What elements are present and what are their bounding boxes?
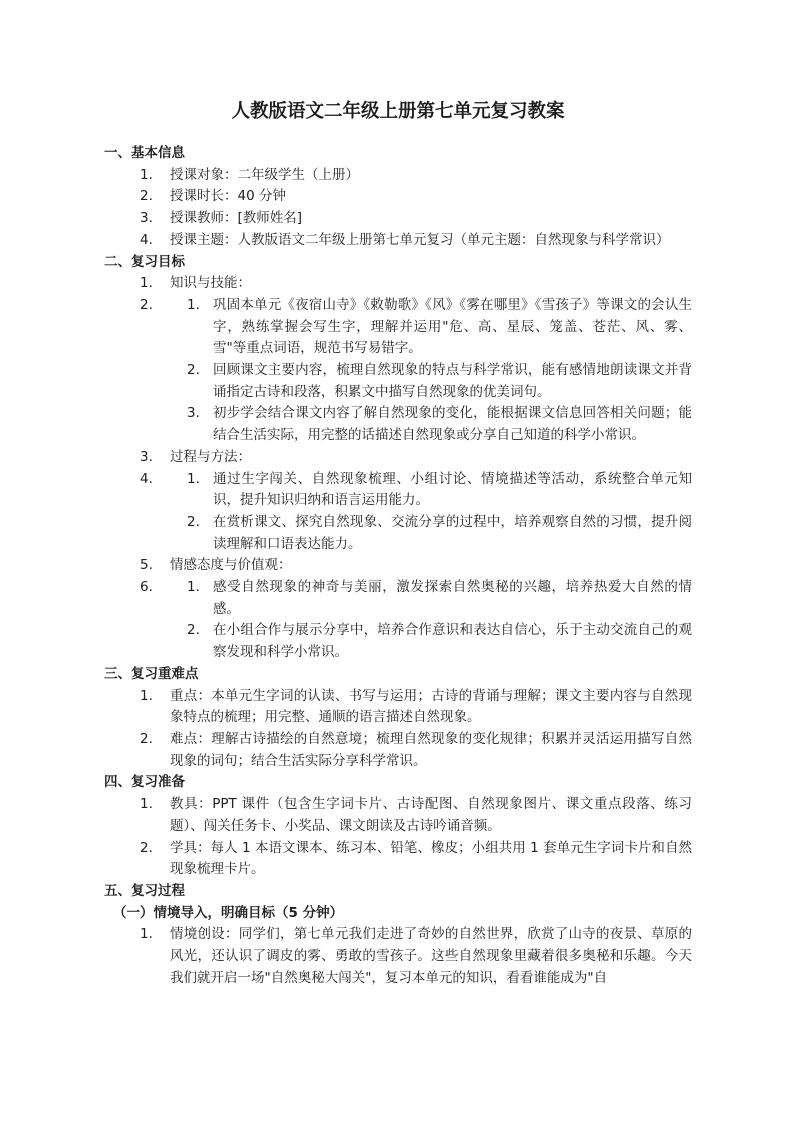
list-item (187, 360, 692, 403)
list-item (140, 924, 692, 989)
list-item-number: 1. (140, 796, 153, 813)
list-item-number: 1. (187, 470, 200, 487)
list-item-text: 巩固本单元《夜宿山寺》《敕勒歌》《风》《雾在哪里》《雪孩子》等课文的会认生字，熟练掌握会写生字，理解并运用"危、高、星辰、笼盖、苍茫、风、雾、雪"等重点词语，规范书写易错字。 (213, 296, 692, 357)
section-heading: 四、复习准备 (104, 774, 185, 791)
section-heading: 二、复习目标 (104, 253, 185, 270)
list-item-number: 3. (140, 448, 153, 465)
list-item-text: 初步学会结合课文内容了解自然现象的变化，能根据课文信息回答相关问题；能结合生活实际，用完整的话描述自然现象或分享自己知道的科学小常识。 (213, 405, 692, 444)
list-item-number: 3. (140, 210, 153, 227)
list-item-text: 授课教师：[教师姓名] (170, 210, 303, 227)
list-item (140, 165, 692, 187)
list-item-number: 6. (140, 579, 153, 596)
list-item-number: 1. (140, 926, 153, 943)
list-item (140, 555, 692, 577)
list-item-number: 2. (187, 513, 200, 530)
list-item-text: 通过生字闯关、自然现象梳理、小组讨论、情境描述等活动，系统整合单元知识，提升知识归纳和语言运用能力。 (213, 470, 692, 509)
list-item-text: 授课对象：二年级学生（上册） (170, 166, 359, 183)
list-item-text: 感受自然现象的神奇与美丽，激发探索自然奥秘的兴趣，培养热爱大自然的情感。 (213, 579, 692, 617)
list-item-number: 1. (187, 296, 200, 313)
list-item (140, 838, 692, 881)
section-heading: 三、复习重难点 (104, 665, 199, 682)
list-item (140, 186, 692, 208)
ordered-list (140, 273, 692, 664)
list-item-text: 在赏析课文、探究自然现象、交流分享的过程中，培养观察自然的习惯，提升阅读理解和口语表达能力。 (213, 513, 692, 552)
list-item (140, 273, 692, 295)
list-item (140, 295, 692, 447)
document-section (104, 143, 692, 252)
list-item-number: 1. (187, 579, 200, 596)
ordered-list (140, 794, 692, 881)
list-item (187, 620, 692, 663)
list-item-number: 2. (140, 839, 153, 856)
list-item-number: 3. (187, 405, 200, 422)
ordered-list (140, 686, 692, 773)
list-item (187, 295, 692, 360)
list-item (187, 577, 692, 620)
ordered-list (187, 469, 692, 556)
document-section (104, 772, 692, 881)
list-item-text: 知识与技能： (170, 275, 251, 292)
list-item-text: 在小组合作与展示分享中，培养合作意识和表达自信心，乐于主动交流自己的观察发现和科学小常识。 (213, 622, 692, 661)
ordered-list (140, 165, 692, 252)
ordered-list (187, 295, 692, 447)
list-item-number: 4. (140, 231, 153, 248)
list-item-text: 授课主题：人教版语文二年级上册第七单元复习（单元主题：自然现象与科学常识） (170, 231, 670, 248)
list-item (140, 577, 692, 664)
list-item (187, 403, 692, 446)
list-item (187, 512, 692, 555)
list-item-number: 4. (140, 470, 153, 487)
list-item-number: 1. (140, 687, 153, 704)
list-item-number: 2. (187, 362, 200, 379)
list-item (140, 230, 692, 252)
list-item-number: 5. (140, 557, 153, 574)
list-item-text: 情感态度与价值观： (170, 557, 292, 574)
document-section (104, 252, 692, 664)
list-item (140, 729, 692, 772)
list-item-number: 2. (140, 188, 153, 205)
list-item (187, 469, 692, 512)
section-heading: 一、基本信息 (104, 145, 185, 161)
list-item-text: 重点：本单元生字词的认读、书写与运用；古诗的背诵与理解；课文主要内容与自然现象特点的梳理；用完整、通顺的语言描述自然现象。 (170, 687, 692, 726)
list-item-text: 过程与方法： (170, 448, 251, 465)
list-item (140, 208, 692, 230)
list-item-text: 教具：PPT 课件（包含生字词卡片、古诗配图、自然现象图片、课文重点段落、练习题）、闯关任务卡、小奖品、课文朗读及古诗吟诵音频。 (170, 796, 692, 834)
list-item (140, 469, 692, 556)
list-item-text: 回顾课文主要内容，梳理自然现象的特点与科学常识，能有感情地朗读课文并背诵指定古诗和段落，积累文中描写自然现象的优美词句。 (213, 362, 692, 400)
section-heading: 五、复习过程 (104, 882, 185, 899)
list-item-number: 1. (140, 275, 153, 292)
document-section (104, 881, 692, 990)
list-item (140, 686, 692, 729)
list-item-text: 授课时长：40 分钟 (170, 188, 286, 205)
list-item-number: 2. (187, 622, 200, 639)
list-item-number: 1. (140, 166, 153, 183)
list-item-text: 情境创设：同学们，第七单元我们走进了奇妙的自然世界，欣赏了山寺的夜景、草原的风光，还认识了调皮的雾、勇敢的雪孩子。这些自然现象里藏着很多奥秘和乐趣。今天我们就开启一场"自然奥秘大闯关"，复习本单元的知识，看看谁能成为"自 (170, 926, 692, 986)
document-section (104, 664, 692, 773)
list-item-text: 学具：每人 1 本语文课本、练习本、铅笔、橡皮；小组共用 1 套单元生字词卡片和自然现象梳理卡片。 (170, 839, 692, 878)
list-item-number: 2. (140, 730, 153, 747)
document-title: 人教版语文二年级上册第七单元复习教案 (231, 101, 565, 122)
ordered-list (140, 924, 692, 989)
list-item (140, 794, 692, 837)
document-sections (104, 143, 692, 989)
list-item (140, 447, 692, 469)
section-subheading: （一）情境导入，明确目标（5 分钟） (113, 904, 344, 921)
list-item-number: 2. (140, 296, 153, 313)
ordered-list (187, 577, 692, 664)
list-item-text: 难点：理解古诗描绘的自然意境；梳理自然现象的变化规律；积累并灵活运用描写自然现象的词句；结合生活实际分享科学常识。 (170, 730, 692, 769)
